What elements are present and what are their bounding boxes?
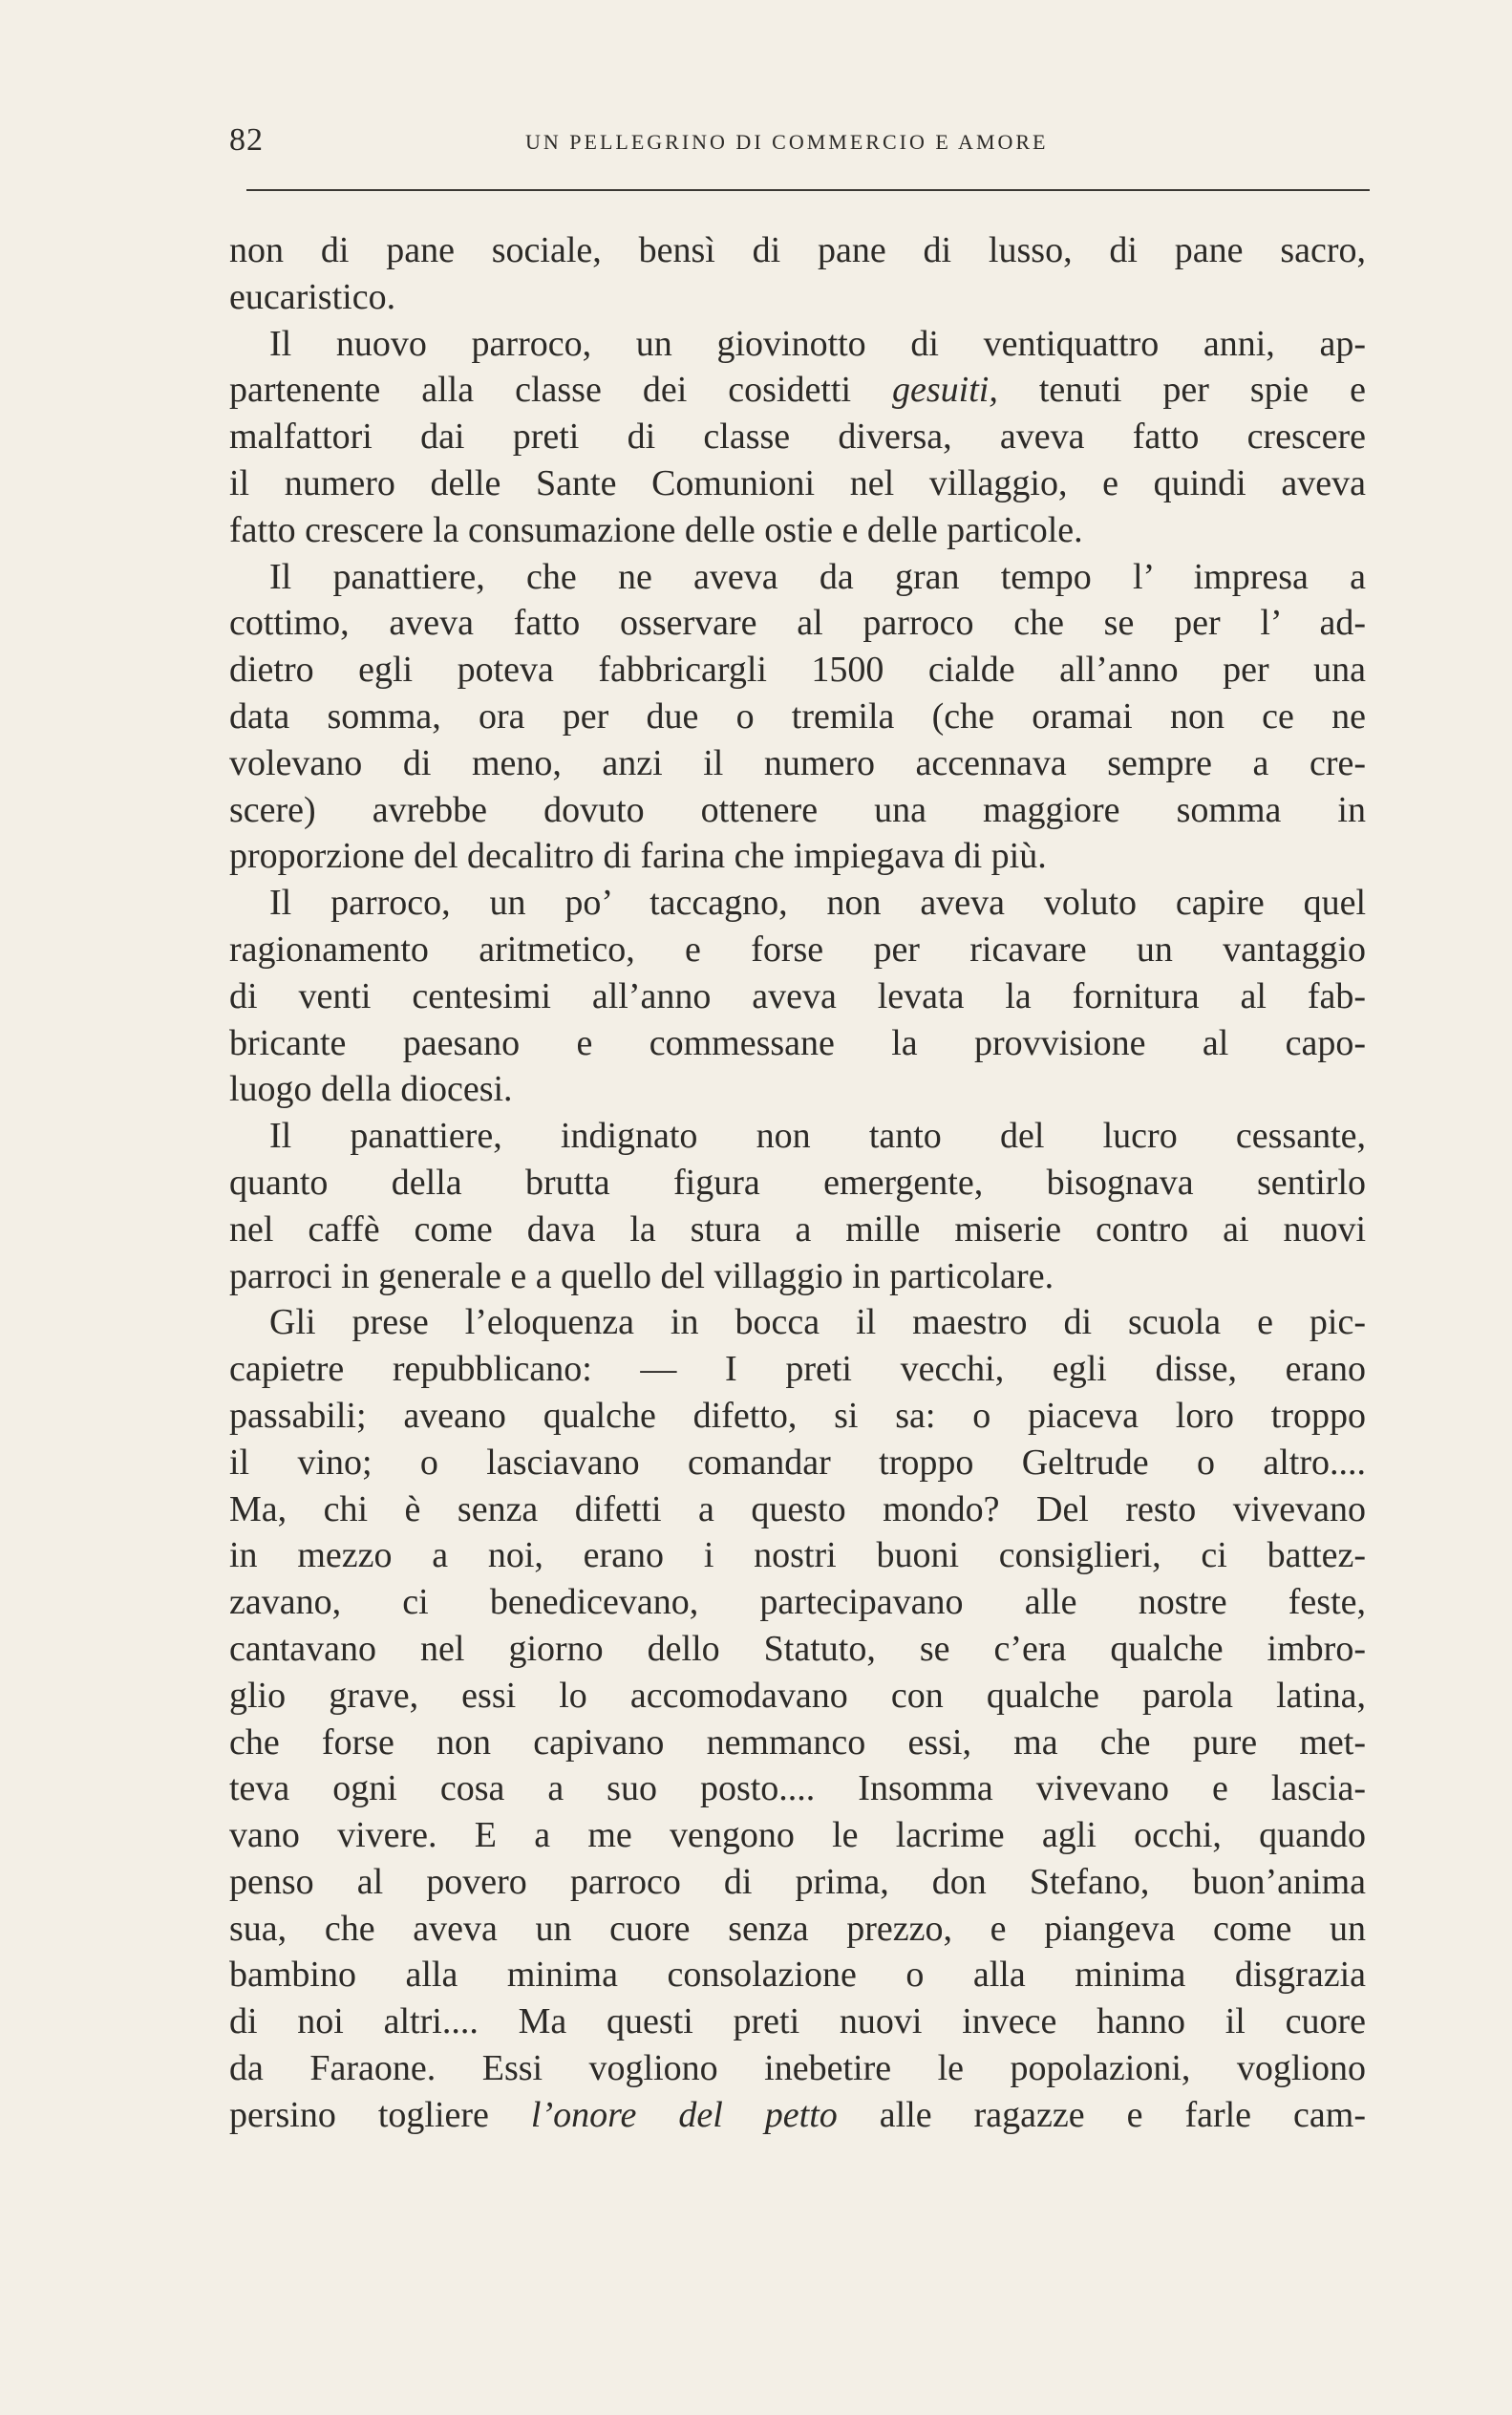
text-line: Gli prese l’eloquenza in bocca il maestro di scuola e pic- bbox=[269, 1302, 1366, 1343]
text-line: il vino; o lasciavano comandar troppo Geltrude o altro.... bbox=[229, 1442, 1366, 1483]
text-line: volevano di meno, anzi il numero accennava sempre a cre- bbox=[229, 742, 1366, 783]
text-line: bricante paesano e commessane la provvisione al capo- bbox=[229, 1022, 1366, 1063]
text-line: non di pane sociale, bensì di pane di lusso, di pane sacro, bbox=[229, 230, 1366, 270]
text-line: dietro egli poteva fabbricargli 1500 cialde all’anno per una bbox=[229, 650, 1366, 691]
italic-term: l’onore del petto bbox=[530, 2094, 838, 2135]
text-line: data somma, ora per due o tremila (che oramai non ce ne bbox=[229, 695, 1366, 737]
text-line bbox=[229, 2092, 1366, 2139]
text-line: sua, che aveva un cuore senza prezzo, e piangeva come un bbox=[229, 1908, 1366, 1949]
text-line: scere) avrebbe dovuto ottenere una maggiore somma in bbox=[229, 789, 1366, 830]
text-line: Il nuovo parroco, un giovinotto di ventiquattro anni, ap- bbox=[269, 323, 1366, 364]
text-line: passabili; aveano qualche difetto, si sa: o piaceva loro troppo bbox=[229, 1395, 1366, 1436]
text-line: fatto crescere la consumazione delle ostie e delle particole. bbox=[229, 509, 1083, 550]
text-line bbox=[229, 367, 1366, 414]
text-line: di venti centesimi all’anno aveva levata la fornitura al fab- bbox=[229, 975, 1366, 1016]
text-line: che forse non capivano nemmanco essi, ma che pure met- bbox=[229, 1721, 1366, 1763]
italic-term: gesuiti, bbox=[892, 370, 998, 411]
text-line: in mezzo a noi, erano i nostri buoni consiglieri, ci battez- bbox=[229, 1535, 1366, 1576]
body-text bbox=[229, 227, 1366, 2139]
text-line: glio grave, essi lo accomodavano con qualche parola latina, bbox=[229, 1675, 1366, 1716]
text-line: parroci in generale e a quello del villaggio in particolare. bbox=[229, 1255, 1054, 1296]
text-segment: partenente alla classe dei cosidetti bbox=[229, 370, 893, 411]
text-line: luogo della diocesi. bbox=[229, 1069, 513, 1110]
text-line: di noi altri.... Ma questi preti nuovi invece hanno il cuore bbox=[229, 2001, 1366, 2042]
text-line: proporzione del decalitro di farina che impiegava di più. bbox=[229, 836, 1047, 877]
text-line: nel caffè come dava la stura a mille miserie contro ai nuovi bbox=[229, 1208, 1366, 1250]
text-line: bambino alla minima consolazione o alla minima disgrazia bbox=[229, 1955, 1366, 1996]
text-line: cottimo, aveva fatto osservare al parroco che se per l’ ad- bbox=[229, 603, 1366, 644]
text-line: il numero delle Sante Comunioni nel villaggio, e quindi aveva bbox=[229, 462, 1366, 503]
text-line: teva ogni cosa a suo posto.... Insomma vivevano e lascia- bbox=[229, 1768, 1366, 1809]
text-line: Il panattiere, che ne aveva da gran tempo l’ impresa a bbox=[269, 556, 1366, 597]
text-line: Ma, chi è senza difetti a questo mondo? Del resto vivevano bbox=[229, 1488, 1366, 1529]
text-line: penso al povero parroco di prima, don Stefano, buon’anima bbox=[229, 1861, 1366, 1902]
text-line: capietre repubblicano: — I preti vecchi, egli disse, erano bbox=[229, 1349, 1366, 1390]
text-line: vano vivere. E a me vengono le lacrime agli occhi, quando bbox=[229, 1815, 1366, 1856]
text-segment: persino togliere bbox=[229, 2094, 531, 2135]
text-segment: tenuti per spie e bbox=[997, 370, 1366, 411]
text-line: ragionamento aritmetico, e forse per ricavare un vantaggio bbox=[229, 929, 1366, 970]
page-number: 82 bbox=[229, 122, 264, 158]
text-line: quanto della brutta figura emergente, bisognava sentirlo bbox=[229, 1162, 1366, 1203]
text-line: zavano, ci benedicevano, partecipavano alle nostre feste, bbox=[229, 1582, 1366, 1623]
running-title: UN PELLEGRINO DI COMMERCIO E AMORE bbox=[525, 130, 1049, 154]
text-line: Il panattiere, indignato non tanto del lucro cessante, bbox=[269, 1116, 1366, 1157]
text-line: da Faraone. Essi vogliono inebetire le popolazioni, vogliono bbox=[229, 2048, 1366, 2089]
text-line: malfattori dai preti di classe diversa, aveva fatto crescere bbox=[229, 417, 1366, 458]
page-header bbox=[229, 122, 1366, 160]
header-rule bbox=[246, 189, 1370, 191]
text-line: cantavano nel giorno dello Statuto, se c’era qualche imbro- bbox=[229, 1628, 1366, 1669]
text-line: Il parroco, un po’ taccagno, non aveva voluto capire quel bbox=[269, 883, 1366, 924]
text-segment: alle ragazze e farle cam- bbox=[837, 2094, 1366, 2135]
text-line: eucaristico. bbox=[229, 276, 396, 317]
